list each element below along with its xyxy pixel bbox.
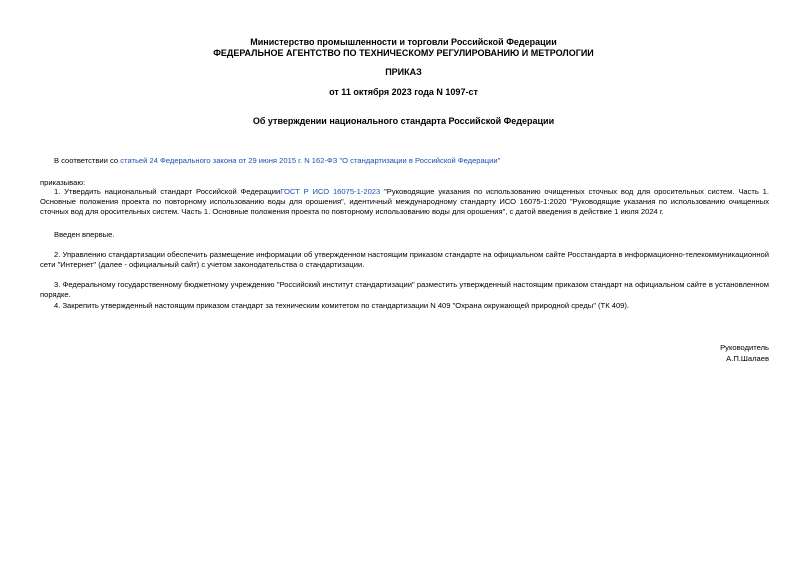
item-4-paragraph: 4. Закрепить утвержденный настоящим приказом стандарт за техническим комитетом по стандартизации N 409 "Охрана окружающей природной среды" (ТК 409). [54, 301, 630, 310]
item-1-paragraph [40, 187, 769, 217]
item-2-paragraph: 2. Управлению стандартизации обеспечить размещение информации об утвержденном настоящим приказом стандарте на официальном сайте Росстандарта в информационно-телекоммуникационной сети "Интернет" (далее - официальный сайт) с учетом законодательства о стандартизации. [40, 250, 769, 269]
legal-basis-prefix: В соответствии со [54, 156, 121, 165]
legal-basis-paragraph [40, 156, 769, 166]
item-1-text: "Руководящие указания по использованию очищенных сточных вод для оросительных систем. Часть 1. Основные положения проекта по повторному использованию воды для орошения", идентичный международному стандарту ИСО 16075-1:2020 "Руководящие указания по использованию очищенных сточных вод для оросительных систем. Часть 1. Основные положения проекта по повторному использованию воды для орошения", с датой введения в действие 1 июля 2024 г. [40, 187, 769, 216]
introduced-note: Введен впервые. [54, 230, 115, 239]
item-3-paragraph: 3. Федеральному государственному бюджетному учреждению "Российский институт стандартизации" разместить утвержденный настоящим приказом стандарт на официальном сайте в установленном порядке. [40, 280, 769, 299]
document-type: ПРИКАЗ [385, 67, 422, 77]
federal-law-link[interactable]: статьей 24 Федерального закона от 29 июня 2015 г. N 162-ФЗ "О стандартизации в Российской Федерации" [120, 156, 501, 165]
document-subject: Об утверждении национального стандарта Российской Федерации [252, 116, 555, 126]
document-date-number: от 11 октября 2023 года N 1097-ст [329, 87, 478, 97]
item-1-prefix: 1. Утвердить национальный стандарт Российской Федерации [54, 187, 281, 196]
signatory-name: А.П.Шалаев [726, 354, 769, 363]
agency-name: ФЕДЕРАЛЬНОЕ АГЕНТСТВО ПО ТЕХНИЧЕСКОМУ РЕГУЛИРОВАНИЮ И МЕТРОЛОГИИ [213, 48, 594, 58]
signatory-title: Руководитель [720, 343, 769, 352]
order-word: приказываю: [40, 178, 86, 187]
gost-standard-link[interactable]: ГОСТ Р ИСО 16075-1-2023 [280, 187, 381, 196]
ministry-name: Министерство промышленности и торговли Российской Федерации [250, 37, 557, 47]
